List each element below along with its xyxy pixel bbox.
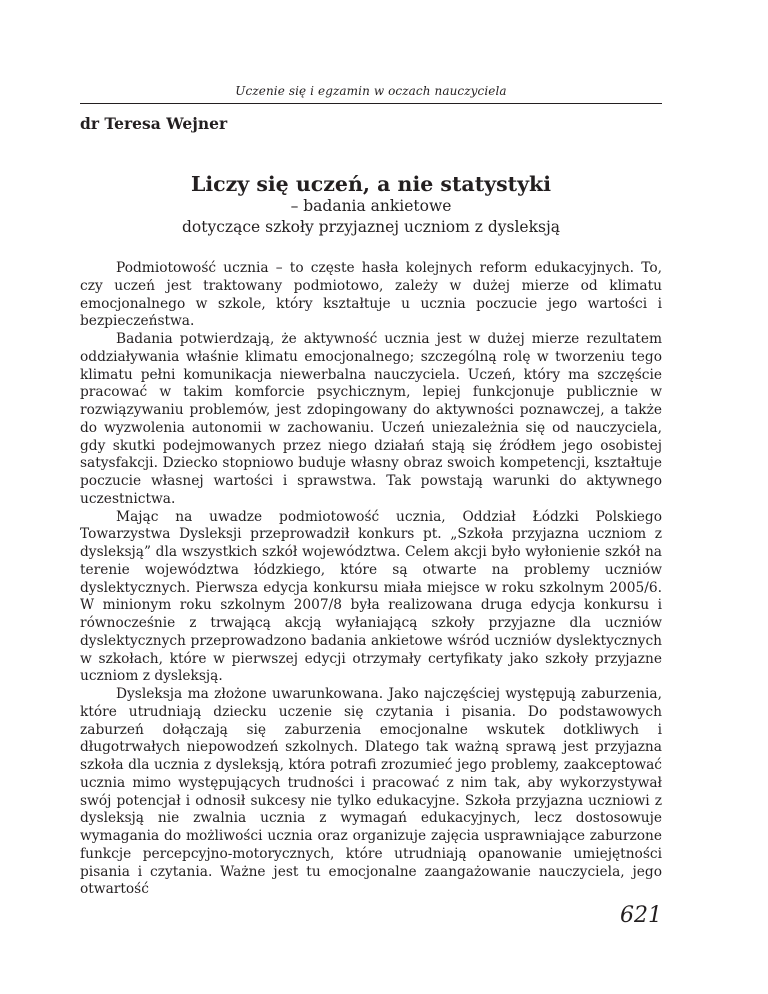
paragraph: Badania potwierdzają, że aktywność ucznia jest w dużej mierze rezultatem oddziaływania właśnie klimatu emocjonalnego; szczególną rolę w tworzeniu tego klimatu pełni komunikacja niewerbalna nauczyciela. Uczeń, który ma szczęście pracować w takim komforcie psychicznym, lepiej funkcjonuje publicznie w rozwiązywaniu problemów, jest zdopingowany do aktywności poznawczej, a także do wyzwolenia autonomii w zachowaniu. Uczeń uniezależnia się od nauczyciela, gdy skutki podejmowanych przez niego działań stają się źródłem jego osobistej satysfakcji. Dziecko stopniowo buduje własny obraz swoich kompetencji, kształtuje poczucie własnej wartości i sprawstwa. Tak powstają warunki do aktywnego uczestnictwa. bbox=[80, 331, 662, 507]
article-body bbox=[80, 260, 662, 899]
page-number: 621 bbox=[620, 903, 662, 928]
article-subtitle-line-2: dotyczące szkoły przyjaznej uczniom z dysleksją bbox=[182, 218, 560, 236]
article-subtitle-line-1: – badania ankietowe bbox=[290, 197, 452, 215]
paragraph: Mając na uwadze podmiotowość ucznia, Oddział Łódzki Polskiego Towarzystwa Dysleksji przeprowadził konkurs pt. „Szkoła przyjazna uczniom z dysleksją” dla wszystkich szkół województwa. Celem akcji było wyłonienie szkół na terenie województwa łódzkiego, które są otwarte na problemy uczniów dyslektycznych. Pierwsza edycja konkursu miała miejsce w roku szkolnym 2005/6. W minionym roku szkolnym 2007/8 była realizowana druga edycja konkursu i równocześnie z trwającą akcją wyłaniającą szkoły przyjazne dla uczniów dyslektycznych przeprowadzono badania ankietowe wśród uczniów dyslektycznych w szkołach, które w pierwszej edycji otrzymały certyfikaty jako szkoły przyjazne uczniom z dysleksją. bbox=[80, 508, 662, 685]
article-title: Liczy się uczeń, a nie statystyki bbox=[190, 172, 551, 196]
title-block bbox=[80, 172, 662, 238]
paragraph: Podmiotowość ucznia – to częste hasła kolejnych reform edukacyjnych. To, czy uczeń jest traktowany podmiotowo, zależy w dużej mierze od klimatu emocjonalnego w szkole, który kształtuje u ucznia poczucie jego wartości i bezpieczeństwa. bbox=[80, 260, 662, 330]
header-divider bbox=[80, 103, 662, 104]
running-header: Uczenie się i egzamin w oczach nauczyciela bbox=[235, 84, 507, 98]
paragraph: Dysleksja ma złożone uwarunkowana. Jako najczęściej występują zaburzenia, które utrudniają dziecku uczenie się czytania i pisania. Do podstawowych zaburzeń dołączają się zaburzenia emocjonalne wskutek dotkliwych i długotrwałych niepowodzeń szkolnych. Dlatego tak ważną sprawą jest przyjazna szkoła dla ucznia z dysleksją, która potrafi zrozumieć jego problemy, zaakceptować ucznia mimo występujących trudności i pracować z nim tak, aby wykorzystywał swój potencjał i odnosił sukcesy nie tylko edukacyjne. Szkoła przyjazna uczniowi z dysleksją nie zwalnia ucznia z wymagań edukacyjnych, lecz dostosowuje wymagania do możliwości ucznia oraz organizuje zajęcia usprawniające zaburzone funkcje percepcyjno-motorycznych, które utrudniają opanowanie umiejętności pisania i czytania. Ważne jest tu emocjonalne zaangażowanie nauczyciela, jego otwartość bbox=[80, 686, 662, 898]
author-name: dr Teresa Wejner bbox=[80, 114, 228, 133]
